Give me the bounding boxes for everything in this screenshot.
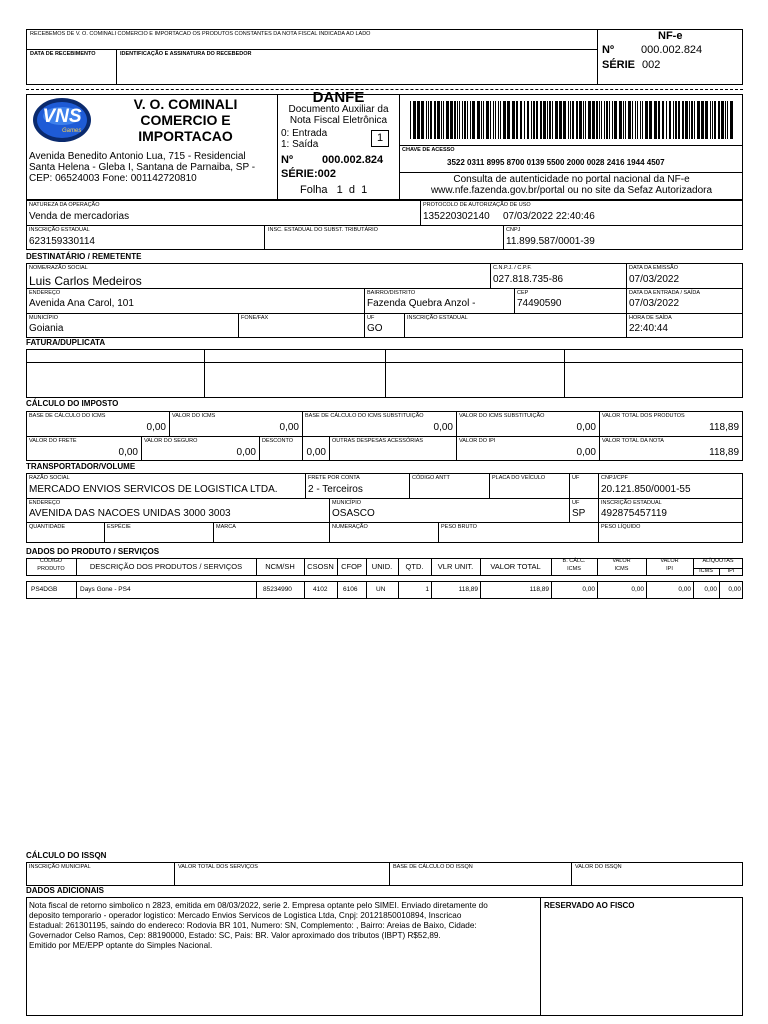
- barcode-bar: [441, 101, 442, 139]
- transp-frete-label: FRETE POR CONTA: [308, 475, 360, 481]
- barcode-bar: [675, 101, 677, 139]
- barcode-bar: [446, 101, 449, 139]
- dest-fone-label: FONE/FAX: [241, 315, 269, 321]
- barcode-bar: [428, 101, 429, 139]
- barcode-bar: [694, 101, 695, 139]
- barcode-bar: [596, 101, 598, 139]
- dest-emissao: 07/03/2022: [629, 274, 680, 285]
- barcode-bar: [612, 101, 613, 139]
- th-vunit: VLR UNIT.: [437, 562, 474, 571]
- identificacao-label: IDENTIFICAÇÃO E ASSINATURA DO RECEBEDOR: [120, 51, 252, 57]
- consulta-line-2: www.nfe.fazenda.gov.br/portal ou no site da Sefaz Autorizadora: [430, 185, 713, 196]
- transp-peso-bruto-label: PESO BRUTO: [441, 524, 477, 530]
- dest-hora: 22:40:44: [629, 323, 668, 334]
- barcode-bar: [527, 101, 529, 139]
- barcode-bar: [601, 101, 602, 139]
- barcode-bar: [705, 101, 708, 139]
- natureza-value: Venda de mercadorias: [29, 211, 130, 222]
- cell-csosn: 4102: [313, 586, 328, 593]
- protocolo-date: 07/03/2022 22:40:46: [503, 211, 595, 222]
- v-st: 0,00: [576, 422, 596, 433]
- barcode-bar: [547, 101, 548, 139]
- danfe-serie: SÉRIE:002: [281, 168, 337, 180]
- transp-municipio-label: MUNICÍPIO: [332, 500, 362, 506]
- barcode-bar: [727, 101, 728, 139]
- emitente-name-3: IMPORTACAO: [138, 128, 233, 144]
- issqn-v-label: VALOR DO ISSQN: [575, 864, 622, 870]
- th-aliq: ALÍQUOTAS: [702, 558, 734, 564]
- barcode-bar: [632, 101, 633, 139]
- barcode-bar: [730, 101, 733, 139]
- adicionais-line-1: Nota fiscal de retorno simbolico n 2823, emitida em 08/03/2022, serie 2. Empresa optante pelo SIMEI. Enviado diretamente do: [29, 901, 488, 910]
- barcode-bar: [579, 101, 582, 139]
- cell-descricao: Days Gone - PS4: [80, 586, 131, 593]
- th-csosn: CSOSN: [307, 562, 334, 571]
- barcode-bar: [585, 101, 586, 139]
- data-recebimento-label: DATA DE RECEBIMENTO: [30, 51, 96, 57]
- desconto-label: DESCONTO: [262, 438, 294, 444]
- transp-razao-label: RAZÃO SOCIAL: [29, 475, 70, 481]
- emitente-name-1: V. O. COMINALI: [133, 96, 238, 112]
- dest-uf-label: UF: [367, 315, 375, 321]
- th-descricao: DESCRIÇÃO DOS PRODUTOS / SERVIÇOS: [89, 562, 243, 571]
- barcode-bar: [599, 101, 600, 139]
- th-ncm: NCM/SH: [265, 562, 295, 571]
- canhoto-serie-label: SÉRIE: [602, 59, 636, 71]
- adicionais-line-3: Estadual: 261301195, saindo do endereco: Rodovia BR 101, Numero: SN, Complemento: , Bairro: Areias de Baixo, Cidade:: [29, 921, 477, 930]
- cell-aliq-ipi: 0,00: [728, 586, 741, 593]
- barcode-bar: [718, 101, 720, 139]
- barcode-bar: [662, 101, 664, 139]
- transp-cnpj-label: CNPJ/CPF: [601, 475, 628, 481]
- barcode-bar: [495, 101, 496, 139]
- canhoto-numero: 000.002.824: [641, 44, 703, 56]
- issqn-section: CÁLCULO DO ISSQN: [26, 851, 107, 860]
- barcode-bar: [462, 101, 463, 139]
- seguro-label: VALOR DO SEGURO: [144, 438, 198, 444]
- danfe-entrada: 0: Entrada: [281, 128, 328, 139]
- transp-uf2: SP: [572, 508, 586, 519]
- transp-frete: 2 - Terceiros: [308, 484, 363, 495]
- barcode-bar: [625, 101, 626, 139]
- dest-cpf-label: C.N.P.J. / C.P.F.: [493, 265, 532, 271]
- dest-entrada: 07/03/2022: [629, 298, 680, 309]
- reservado-fisco: RESERVADO AO FISCO: [544, 901, 635, 910]
- dest-municipio: Goiania: [29, 323, 64, 334]
- logo-sub: Games: [62, 128, 82, 134]
- barcode-bar: [507, 101, 510, 139]
- consulta-line-1: Consulta de autenticidade no portal nacional da NF-e: [453, 174, 690, 185]
- dest-uf: GO: [367, 323, 383, 334]
- chave-value: 3522 0311 8995 8700 0139 5500 2000 0028 2416 1944 4507: [447, 158, 665, 167]
- barcode-bar: [635, 101, 636, 139]
- barcode: [410, 101, 736, 139]
- barcode-bar: [410, 101, 411, 139]
- barcode-bar: [533, 101, 535, 139]
- dest-cep: 74490590: [517, 298, 562, 309]
- cell-codigo: PS4DGB: [31, 586, 58, 593]
- dest-cpf: 027.818.735-86: [493, 274, 564, 285]
- barcode-bar: [481, 101, 482, 139]
- barcode-bar: [472, 101, 475, 139]
- v-icms: 0,00: [279, 422, 299, 433]
- barcode-bar: [710, 101, 711, 139]
- barcode-bar: [712, 101, 713, 139]
- cell-unid: UN: [376, 586, 386, 593]
- barcode-bar: [637, 101, 638, 139]
- barcode-bar: [669, 101, 671, 139]
- barcode-bar: [654, 101, 657, 139]
- th-bc-2: ICMS: [567, 566, 581, 572]
- chave-label: CHAVE DE ACESSO: [402, 147, 455, 153]
- transp-uf-label: UF: [572, 475, 580, 481]
- th-aliq-icms: ICMS: [699, 568, 713, 574]
- v-nota: 118,89: [709, 447, 739, 458]
- danfe-sub-2: Nota Fiscal Eletrônica: [289, 115, 388, 126]
- th-vipi-2: IPI: [666, 566, 673, 572]
- th-qtd: QTD.: [405, 562, 424, 571]
- dest-endereco-label: ENDEREÇO: [29, 290, 61, 296]
- v-nota-label: VALOR TOTAL DA NOTA: [602, 438, 664, 444]
- transp-quantidade-label: QUANTIDADE: [29, 524, 66, 530]
- dest-emissao-label: DATA DA EMISSÃO: [629, 265, 679, 271]
- barcode-bar: [457, 101, 458, 139]
- th-vicms-1: VALOR: [612, 558, 631, 564]
- barcode-bar: [658, 101, 660, 139]
- cell-vipi: 0,00: [678, 586, 691, 593]
- cell-ncm: 85234990: [263, 586, 292, 593]
- desconto: 0,00: [306, 447, 326, 458]
- bc-st-label: BASE DE CÁLCULO DO ICMS SUBSTITUIÇÃO: [305, 413, 424, 419]
- frete-label: VALOR DO FRETE: [29, 438, 77, 444]
- protocolo-label: PROTOCOLO DE AUTORIZAÇÃO DE USO: [423, 202, 531, 208]
- barcode-bar: [604, 101, 605, 139]
- danfe-saida: 1: Saída: [281, 139, 319, 150]
- barcode-bar: [503, 101, 506, 139]
- barcode-bar: [645, 101, 648, 139]
- barcode-bar: [682, 101, 684, 139]
- cell-aliq-icms: 0,00: [704, 586, 717, 593]
- th-aliq-ipi: IPI: [727, 568, 735, 574]
- transp-ie-label: INSCRIÇÃO ESTADUAL: [601, 500, 662, 506]
- barcode-bar: [549, 101, 551, 139]
- natureza-label: NATUREZA DA OPERAÇÃO: [29, 202, 100, 208]
- transp-antt-label: CÓDIGO ANTT: [412, 475, 450, 481]
- cell-qtd: 1: [425, 586, 429, 593]
- barcode-bar: [417, 101, 420, 139]
- transp-ie: 492875457119: [601, 508, 667, 519]
- barcode-bar: [430, 101, 432, 139]
- barcode-bar: [725, 101, 726, 139]
- barcode-bar: [609, 101, 610, 139]
- barcode-bar: [421, 101, 424, 139]
- adicionais-section: DADOS ADICIONAIS: [26, 886, 104, 895]
- produtos-section: DADOS DO PRODUTO / SERVIÇOS: [26, 547, 160, 556]
- danfe-numero: 000.002.824: [322, 154, 384, 166]
- barcode-bar: [490, 101, 491, 139]
- adicionais-line-4: Governador Celso Ramos, Cep: 88190000, Estado: SC, Pais: BR. Valor aproximado dos tributos (IBPT) R$52,89.: [29, 931, 441, 940]
- barcode-bar: [559, 101, 562, 139]
- barcode-bar: [628, 101, 631, 139]
- barcode-bar: [483, 101, 484, 139]
- canhoto-nfe-label: NF-e: [658, 30, 683, 42]
- barcode-bar: [592, 101, 595, 139]
- fatura-section: FATURA/DUPLICATA: [26, 338, 106, 347]
- dest-nome: Luis Carlos Medeiros: [29, 274, 142, 288]
- barcode-bar: [714, 101, 716, 139]
- th-codigo-2: PRODUTO: [37, 566, 65, 572]
- v-st-label: VALOR DO ICMS SUBSTITUIÇÃO: [459, 413, 545, 419]
- adicionais-line-2: deposito temporario - operador logistico: Mercado Envios Servicos de Logistica Ltda, Cnpj: 20121850010894, Inscricao: [29, 911, 462, 920]
- transportador-section: TRANSPORTADOR/VOLUME: [26, 462, 136, 471]
- barcode-bar: [426, 101, 427, 139]
- transp-numeracao-label: NUMERAÇÃO: [332, 524, 368, 530]
- imposto-section: CÁLCULO DO IMPOSTO: [26, 399, 119, 408]
- transp-cnpj: 20.121.850/0001-55: [601, 484, 691, 495]
- barcode-bar: [588, 101, 591, 139]
- adicionais-line-5: Emitido por ME/EPP optante do Simples Nacional.: [29, 941, 213, 950]
- barcode-bar: [450, 101, 453, 139]
- barcode-bar: [520, 101, 522, 139]
- barcode-bar: [516, 101, 518, 139]
- th-cfop: CFOP: [341, 562, 362, 571]
- th-unid: UNID.: [371, 562, 393, 571]
- th-vicms-2: ICMS: [614, 566, 629, 572]
- ie-label: INSCRIÇÃO ESTADUAL: [29, 227, 90, 233]
- ie-st-label: INSC. ESTADUAL DO SUBST. TRIBUTÁRIO: [268, 227, 378, 233]
- danfe-title: DANFE: [312, 89, 365, 106]
- dest-bairro-label: BAIRRO/DISTRITO: [367, 290, 416, 296]
- barcode-bar: [531, 101, 532, 139]
- ipi: 0,00: [576, 447, 596, 458]
- issqn-im-label: INSCRIÇÃO MUNICIPAL: [29, 864, 91, 870]
- barcode-bar: [498, 101, 499, 139]
- barcode-bar: [563, 101, 566, 139]
- dest-municipio-label: MUNICÍPIO: [29, 315, 59, 321]
- barcode-bar: [576, 101, 578, 139]
- barcode-bar: [666, 101, 667, 139]
- barcode-bar: [614, 101, 617, 139]
- destinatario-section: DESTINATÁRIO / REMETENTE: [26, 252, 142, 261]
- bc-icms: 0,00: [146, 422, 166, 433]
- cell-bc: 0,00: [582, 586, 595, 593]
- barcode-bar: [543, 101, 546, 139]
- v-icms-label: VALOR DO ICMS: [172, 413, 216, 419]
- barcode-bar: [689, 101, 690, 139]
- barcode-bar: [649, 101, 652, 139]
- th-vtotal: VALOR TOTAL: [490, 562, 541, 571]
- barcode-bar: [673, 101, 674, 139]
- barcode-bar: [443, 101, 444, 139]
- barcode-bar: [536, 101, 538, 139]
- canhoto-serie: 002: [642, 59, 661, 71]
- barcode-bar: [678, 101, 680, 139]
- transp-placa-label: PLACA DO VEÍCULO: [492, 475, 546, 481]
- barcode-bar: [470, 101, 471, 139]
- logo-text: VNS: [42, 106, 82, 127]
- dest-entrada-label: DATA DA ENTRADA / SAÍDA: [629, 290, 701, 296]
- barcode-bar: [437, 101, 440, 139]
- v-prod: 118,89: [709, 422, 739, 433]
- transp-endereco-label: ENDEREÇO: [29, 500, 61, 506]
- th-codigo-1: CÓDIGO: [39, 558, 63, 564]
- barcode-bar: [500, 101, 501, 139]
- barcode-bar: [459, 101, 460, 139]
- issqn-box: [26, 862, 743, 886]
- transp-razao: MERCADO ENVIOS SERVICOS DE LOGISTICA LTDA.: [29, 484, 278, 495]
- barcode-bar: [697, 101, 700, 139]
- bc-st: 0,00: [433, 422, 453, 433]
- v-prod-label: VALOR TOTAL DOS PRODUTOS: [602, 413, 685, 419]
- barcode-bar: [583, 101, 584, 139]
- th-vipi-1: VALOR: [660, 558, 679, 564]
- cnpj-value: 11.899.587/0001-39: [506, 236, 595, 247]
- seguro: 0,00: [236, 447, 256, 458]
- dest-ie-label: INSCRIÇÃO ESTADUAL: [407, 315, 468, 321]
- transp-uf2-label: UF: [572, 500, 580, 506]
- barcode-bar: [721, 101, 724, 139]
- canhoto-numero-label: Nº: [602, 44, 614, 56]
- barcode-bar: [512, 101, 515, 139]
- transp-marca-label: MARCA: [216, 524, 236, 530]
- transp-peso-liquido-label: PESO LÍQUIDO: [601, 524, 641, 530]
- transp-municipio: OSASCO: [332, 508, 375, 519]
- cell-vtotal: 118,89: [529, 586, 549, 593]
- issqn-bc-label: BASE DE CÁLCULO DO ISSQN: [393, 864, 473, 870]
- barcode-bar: [413, 101, 416, 139]
- emitente-address-3: CEP: 06524003 Fone: 001142720810: [29, 173, 197, 184]
- issqn-vserv-label: VALOR TOTAL DOS SERVIÇOS: [178, 864, 258, 870]
- protocolo-value: 135220302140: [423, 211, 490, 222]
- bc-icms-label: BASE DE CÁLCULO DO ICMS: [29, 413, 106, 419]
- danfe-tipo: 1: [371, 130, 389, 147]
- barcode-bar: [493, 101, 494, 139]
- barcode-bar: [640, 101, 641, 139]
- barcode-bar: [619, 101, 622, 139]
- barcode-bar: [464, 101, 466, 139]
- barcode-bar: [606, 101, 608, 139]
- cnpj-label: CNPJ: [506, 227, 521, 233]
- barcode-bar: [540, 101, 542, 139]
- barcode-bar: [467, 101, 468, 139]
- barcode-bar: [552, 101, 553, 139]
- frete: 0,00: [118, 447, 138, 458]
- emitente-address-1: Avenida Benedito Antonio Lua, 715 - Residencial: [29, 151, 246, 162]
- barcode-bar: [524, 101, 525, 139]
- barcode-bar: [572, 101, 574, 139]
- barcode-bar: [486, 101, 489, 139]
- company-logo: [32, 97, 92, 143]
- dest-cep-label: CEP: [517, 290, 529, 296]
- barcode-bar: [555, 101, 558, 139]
- cell-vicms: 0,00: [631, 586, 644, 593]
- transp-especie-label: ESPÉCIE: [107, 524, 131, 530]
- barcode-bar: [568, 101, 569, 139]
- th-bc-1: B. CÁLC.: [562, 558, 586, 564]
- dest-endereco: Avenida Ana Carol, 101: [29, 298, 134, 309]
- dest-nome-label: NOME/RAZÃO SOCIAL: [29, 265, 88, 271]
- barcode-bar: [477, 101, 480, 139]
- cell-cfop: 6106: [343, 586, 358, 593]
- danfe-numero-label: Nº: [281, 154, 293, 166]
- barcode-bar: [685, 101, 688, 139]
- barcode-bar: [691, 101, 693, 139]
- danfe-sub-1: Documento Auxiliar da: [288, 104, 389, 115]
- transp-endereco: AVENIDA DAS NACOES UNIDAS 3000 3003: [29, 508, 231, 519]
- barcode-bar: [434, 101, 436, 139]
- barcode-bar: [623, 101, 624, 139]
- emitente-name-2: COMERCIO E: [140, 112, 231, 128]
- cell-vunit: 118,89: [458, 586, 478, 593]
- emitente-address-2: Santa Helena - Gleba I, Santana de Parnaiba, SP -: [29, 162, 256, 173]
- dest-hora-label: HORA DE SAÍDA: [629, 315, 672, 321]
- dest-bairro: Fazenda Quebra Anzol -: [367, 298, 476, 309]
- barcode-bar: [454, 101, 456, 139]
- ipi-label: VALOR DO IPI: [459, 438, 496, 444]
- danfe-folha: Folha 1 d 1: [300, 184, 368, 196]
- canhoto-text: RECEBEMOS DE V. O. COMINALI COMERCIO E IMPORTACAO OS PRODUTOS CONSTANTES DA NOTA FISCAL INDICADA AO LADO: [30, 31, 371, 37]
- barcode-bar: [642, 101, 643, 139]
- ie-value: 623159330114: [29, 236, 95, 247]
- barcode-bar: [570, 101, 571, 139]
- outras-label: OUTRAS DESPESAS ACESSÓRIAS: [332, 438, 424, 444]
- barcode-bar: [701, 101, 704, 139]
